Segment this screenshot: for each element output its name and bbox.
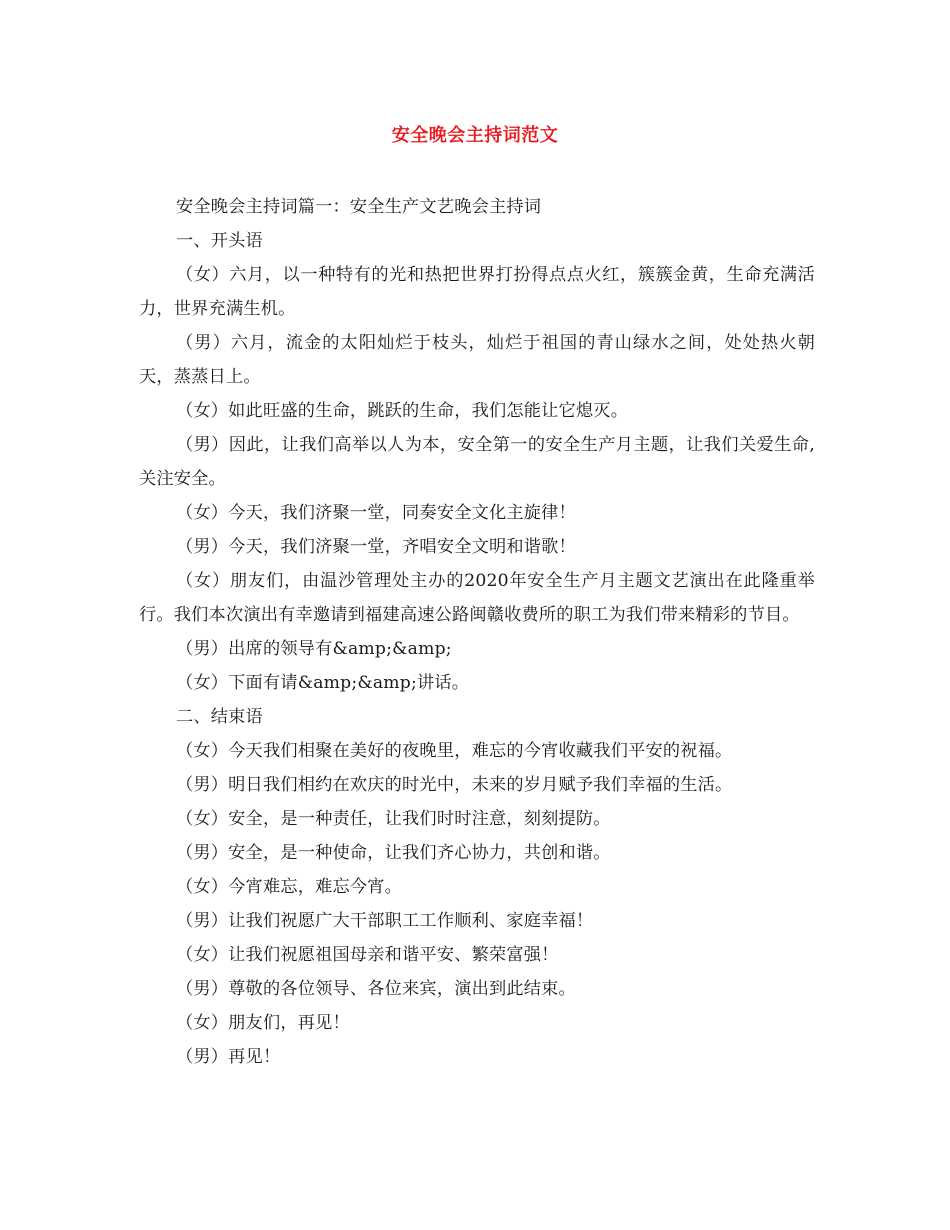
paragraph: （男）让我们祝愿广大干部职工工作顺利、家庭幸福！ bbox=[176, 911, 594, 931]
document-title: 安全晚会主持词范文 bbox=[391, 125, 559, 146]
paragraph: （男）因此，让我们高举以人为本，安全第一的安全生产月主题，让我们关爱生命,关注安全。 bbox=[139, 435, 815, 489]
paragraph-closing-heading: 二、结束语 bbox=[176, 707, 263, 727]
paragraph: （女）六月，以一种特有的光和热把世界打扮得点点火红，簇簇金黄，生命充满活力，世界充满生机。 bbox=[139, 265, 815, 319]
paragraph: （男）再见！ bbox=[176, 1047, 281, 1067]
paragraph: （女）今宵难忘，难忘今宵。 bbox=[176, 877, 403, 897]
paragraph: （女）朋友们，由温沙管理处主办的2020年安全生产月主题文艺演出在此隆重举行。我们本次演出有幸邀请到福建高速公路闽赣收费所的职工为我们带来精彩的节目。 bbox=[139, 571, 815, 625]
paragraph: （女）今天，我们济聚一堂，同奏安全文化主旋律！ bbox=[176, 503, 576, 523]
paragraph: （男）安全，是一种使命，让我们齐心协力，共创和谐。 bbox=[176, 843, 611, 863]
paragraph-opening-heading: 一、开头语 bbox=[176, 231, 263, 251]
paragraph: （男）尊敬的各位领导、各位来宾，演出到此结束。 bbox=[176, 979, 576, 999]
paragraph: （女）下面有请&amp;&amp;讲话。 bbox=[176, 673, 470, 693]
paragraph: （男）六月，流金的太阳灿烂于枝头，灿烂于祖国的青山绿水之间，处处热火朝天，蒸蒸日上。 bbox=[139, 333, 815, 387]
paragraph: （男）出席的领导有&amp;&amp; bbox=[176, 639, 452, 659]
paragraph-section-heading: 安全晚会主持词篇一：安全生产文艺晚会主持词 bbox=[176, 197, 542, 217]
paragraph: （女）如此旺盛的生命，跳跃的生命，我们怎能让它熄灭。 bbox=[176, 401, 629, 421]
paragraph: （男）今天，我们济聚一堂，齐唱安全文明和谐歌！ bbox=[176, 537, 576, 557]
paragraph: （男）明日我们相约在欢庆的时光中，未来的岁月赋予我们幸福的生活。 bbox=[176, 775, 733, 795]
paragraph: （女）安全，是一种责任，让我们时时注意，刻刻提防。 bbox=[176, 809, 611, 829]
paragraph: （女）今天我们相聚在美好的夜晚里，难忘的今宵收藏我们平安的祝福。 bbox=[176, 741, 733, 761]
document-body bbox=[139, 190, 815, 1074]
paragraph: （女）让我们祝愿祖国母亲和谐平安、繁荣富强！ bbox=[176, 945, 559, 965]
paragraph: （女）朋友们，再见！ bbox=[176, 1013, 350, 1033]
